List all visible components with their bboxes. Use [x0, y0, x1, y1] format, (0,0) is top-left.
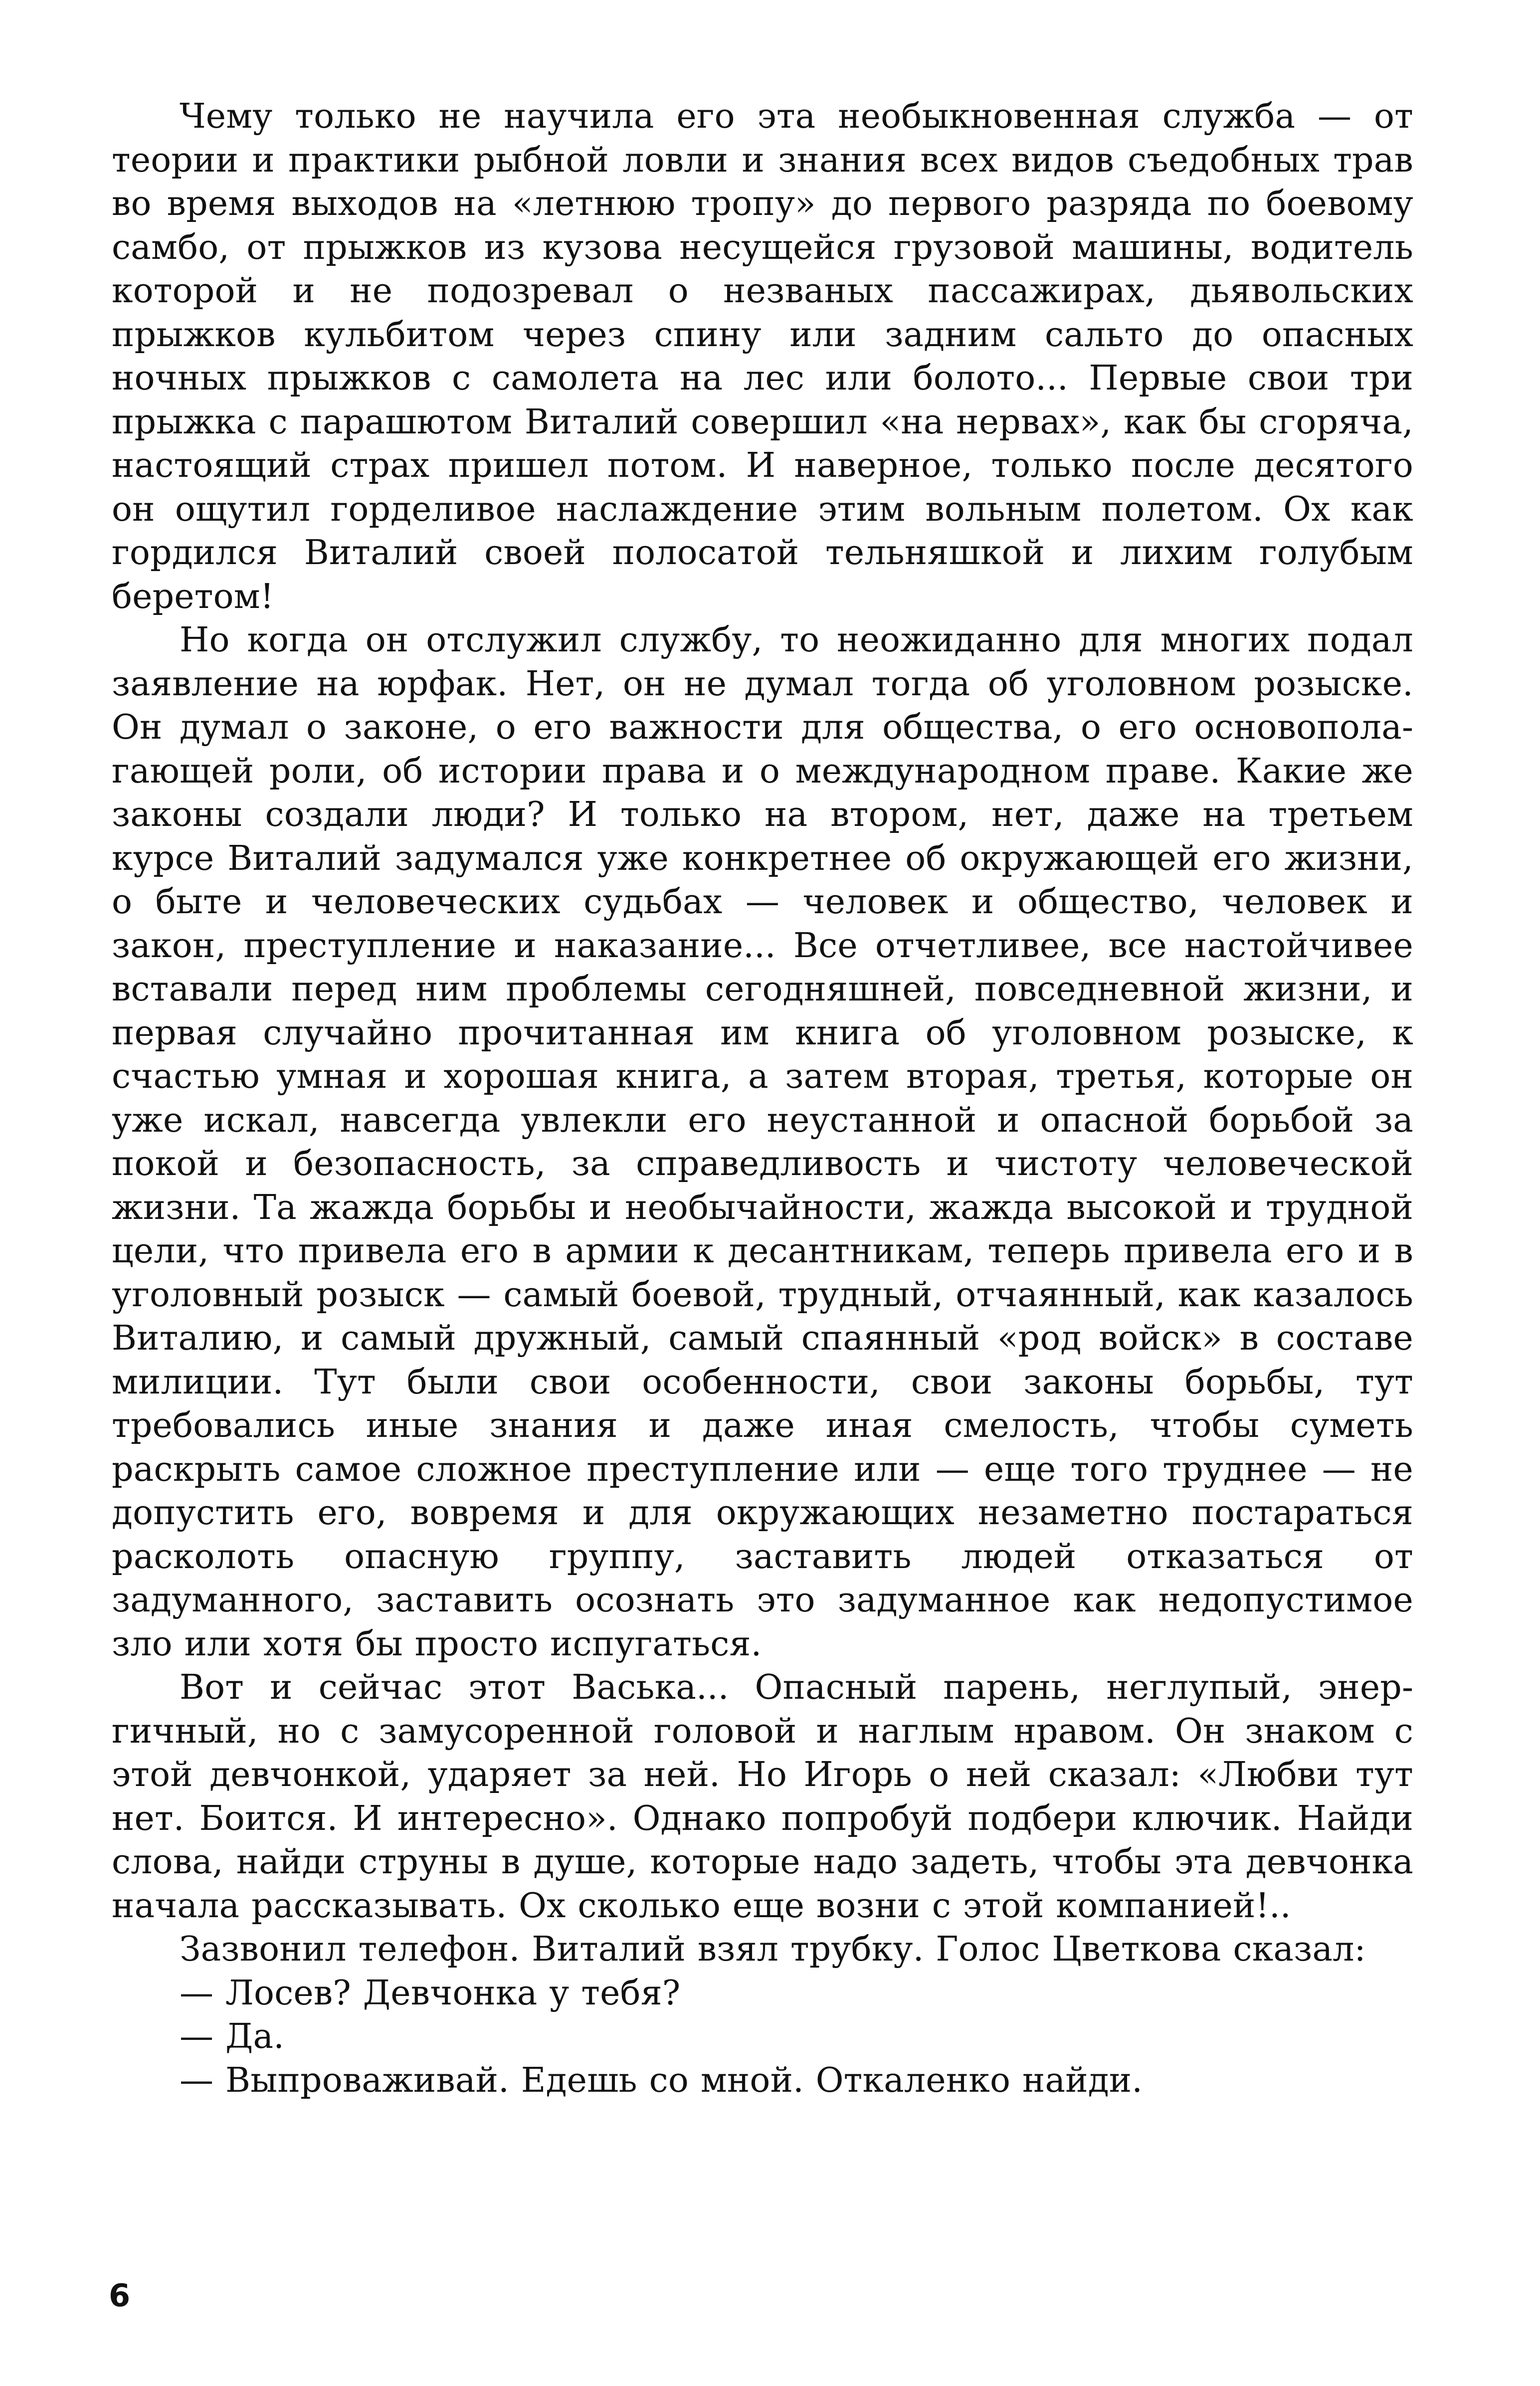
dialog-line-2: — Да.	[180, 2017, 285, 2056]
dialog-line-1: — Лосев? Девчонка у тебя?	[180, 1973, 681, 2013]
page-body	[112, 95, 1413, 2102]
page-number: 6	[109, 2277, 131, 2314]
paragraph-law-faculty: Но когда он отслужил службу, то неожиданно для многих подал заявление на юрфак. Нет, он не думал тогда об уголовном розыске. Он думал о законе, о его важности для общества, о его основополагающей роли, об истории права и о международном праве. Какие же законы создали люди? И только на втором, нет, даже на третьем курсе Виталий задумался уже конкретнее об окружающей его жизни, о быте и человеческих судьбах — человек и общество, человек и закон, преступление и наказание... Все отчетливее, все настойчивее вставали перед ним проблемы сегодняшней, повседневной жизни, и первая случайно прочитанная им книга об уголовном розыске, к счастью умная и хорошая книга, а затем вторая, третья, которые он уже искал, навсегда увлекли его неустанной и опасной борьбой за покой и безопасность, за справедливость и чистоту человеческой жизни. Та жажда борьбы и необычайности, жажда высокой и трудной цели, что привела его в армии к десантникам, теперь привела его и в уголовный розыск — самый боевой, трудный, отчаянный, как казалось Виталию, и самый дружный, самый спаянный «род войск» в составе милиции. Тут были свои особенности, свои законы борьбы, тут требовались иные знания и даже иная смелость, чтобы суметь раскрыть самое сложное преступление или — еще того труднее — не допустить его, вовремя и для окружающих незаметно постараться расколоть опасную группу, заставить людей отказаться от задуманного, заставить осознать это задуманное как недопустимое зло или хотя бы просто испугаться.	[112, 620, 1413, 1664]
paragraph-phone-call: Зазвонил телефон. Виталий взял трубку. Голос Цветкова сказал:	[180, 1930, 1366, 1969]
dialog-line-3: — Выпроваживай. Едешь со мной. Откаленко найди.	[180, 2060, 1143, 2100]
paragraph-vaska: Вот и сейчас этот Васька... Опасный парень, неглупый, энергичный, но с замусоренной головой и наглым нравом. Он знаком с этой девчонкой, ударяет за ней. Но Игорь о ней сказал: «Любви тут нет. Боится. И интересно». Однако попробуй подбери ключик. Найди слова, найди струны в душе, которые надо задеть, чтобы эта девчонка начала рассказывать. Ох сколько еще возни с этой компанией!..	[112, 1668, 1413, 1926]
paragraph-service: Чему только не научила его эта необыкновенная служба — от теории и практики рыбной ловли и знания всех видов съедобных трав во время выходов на «летнюю тропу» до первого разряда по боевому самбо, от прыжков из кузова несущейся грузовой машины, водитель которой и не подозревал о незваных пассажирах, дьявольских прыжков кульбитом через спину или задним сальто до опасных ночных прыжков с самолета на лес или болото... Первые свои три прыжка с парашютом Виталий совершил «на нервах», как бы сгоряча, настоящий страх пришел потом. И наверное, только после десятого он ощутил горделивое наслаждение этим вольным полетом. Ох как гордился Виталий своей полосатой тельняшкой и лихим голубым беретом!	[112, 97, 1413, 616]
